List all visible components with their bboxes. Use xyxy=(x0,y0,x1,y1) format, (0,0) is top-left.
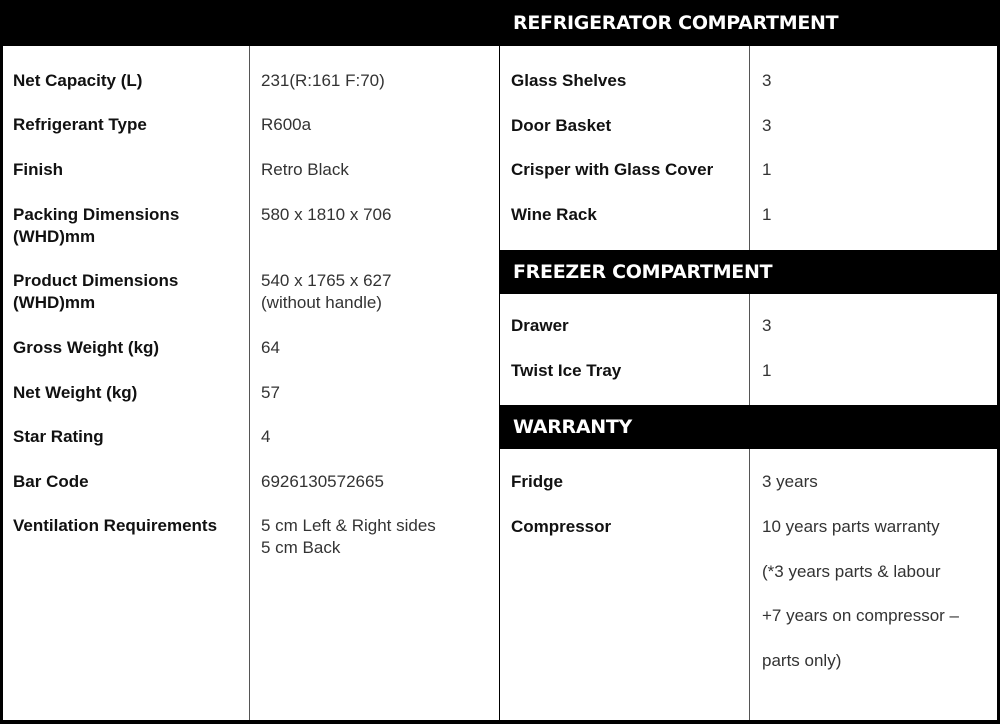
spec-value-drawer: 3 xyxy=(762,316,772,335)
spec-value-net-capacity: 231(R:161 F:70) xyxy=(261,71,385,90)
spec-label-drawer: Drawer xyxy=(511,316,569,335)
spec-label-compressor-warranty: Compressor xyxy=(511,517,612,536)
spec-value-star-rating: 4 xyxy=(261,427,271,446)
warranty-header: WARRANTY xyxy=(499,405,1000,449)
column-divider xyxy=(249,46,250,720)
spec-value-gross-weight: 64 xyxy=(261,338,280,357)
spec-label-glass-shelves: Glass Shelves xyxy=(511,71,627,90)
column-divider xyxy=(749,46,750,720)
spec-label-star-rating: Star Rating xyxy=(13,427,104,446)
spec-value-door-basket: 3 xyxy=(762,116,772,135)
spec-label-refrigerant-type: Refrigerant Type xyxy=(13,115,147,134)
spec-value-twist-ice-tray: 1 xyxy=(762,361,772,380)
spec-label-fridge-warranty: Fridge xyxy=(511,472,563,491)
spec-label-crisper: Crisper with Glass Cover xyxy=(511,160,714,179)
spec-value-refrigerant-type: R600a xyxy=(261,115,312,134)
spec-value-bar-code: 6926130572665 xyxy=(261,472,384,491)
spec-label-twist-ice-tray: Twist Ice Tray xyxy=(511,361,622,380)
spec-label-packing-dimensions: Packing Dimensions (WHD)mm xyxy=(13,205,180,246)
spec-value-ventilation: 5 cm Left & Right sides 5 cm Back xyxy=(261,516,436,557)
spec-value-net-weight: 57 xyxy=(261,383,280,402)
spec-value-glass-shelves: 3 xyxy=(762,71,772,90)
refrigerator-compartment-header: REFRIGERATOR COMPARTMENT xyxy=(499,0,1000,46)
spec-value-crisper: 1 xyxy=(762,160,772,179)
spec-label-gross-weight: Gross Weight (kg) xyxy=(13,338,160,357)
spec-label-bar-code: Bar Code xyxy=(13,472,89,491)
spec-label-door-basket: Door Basket xyxy=(511,116,612,135)
spec-value-product-dimensions: 540 x 1765 x 627 (without handle) xyxy=(261,271,392,312)
column-divider xyxy=(499,46,500,720)
spec-label-net-weight: Net Weight (kg) xyxy=(13,383,138,402)
spec-label-ventilation: Ventilation Requirements xyxy=(13,516,218,535)
spec-label-net-capacity: Net Capacity (L) xyxy=(13,71,143,90)
spec-label-product-dimensions: Product Dimensions (WHD)mm xyxy=(13,271,179,312)
spec-value-wine-rack: 1 xyxy=(762,205,772,224)
spec-value-packing-dimensions: 580 x 1810 x 706 xyxy=(261,205,392,224)
spec-value-fridge-warranty: 3 years xyxy=(762,472,818,491)
spec-value-finish: Retro Black xyxy=(261,160,349,179)
spec-label-finish: Finish xyxy=(13,160,64,179)
spec-label-wine-rack: Wine Rack xyxy=(511,205,597,224)
freezer-compartment-header: FREEZER COMPARTMENT xyxy=(499,250,1000,294)
spec-value-compressor-warranty: 10 years parts warranty (*3 years parts & labour +7 years on compressor – parts only) xyxy=(762,517,960,670)
